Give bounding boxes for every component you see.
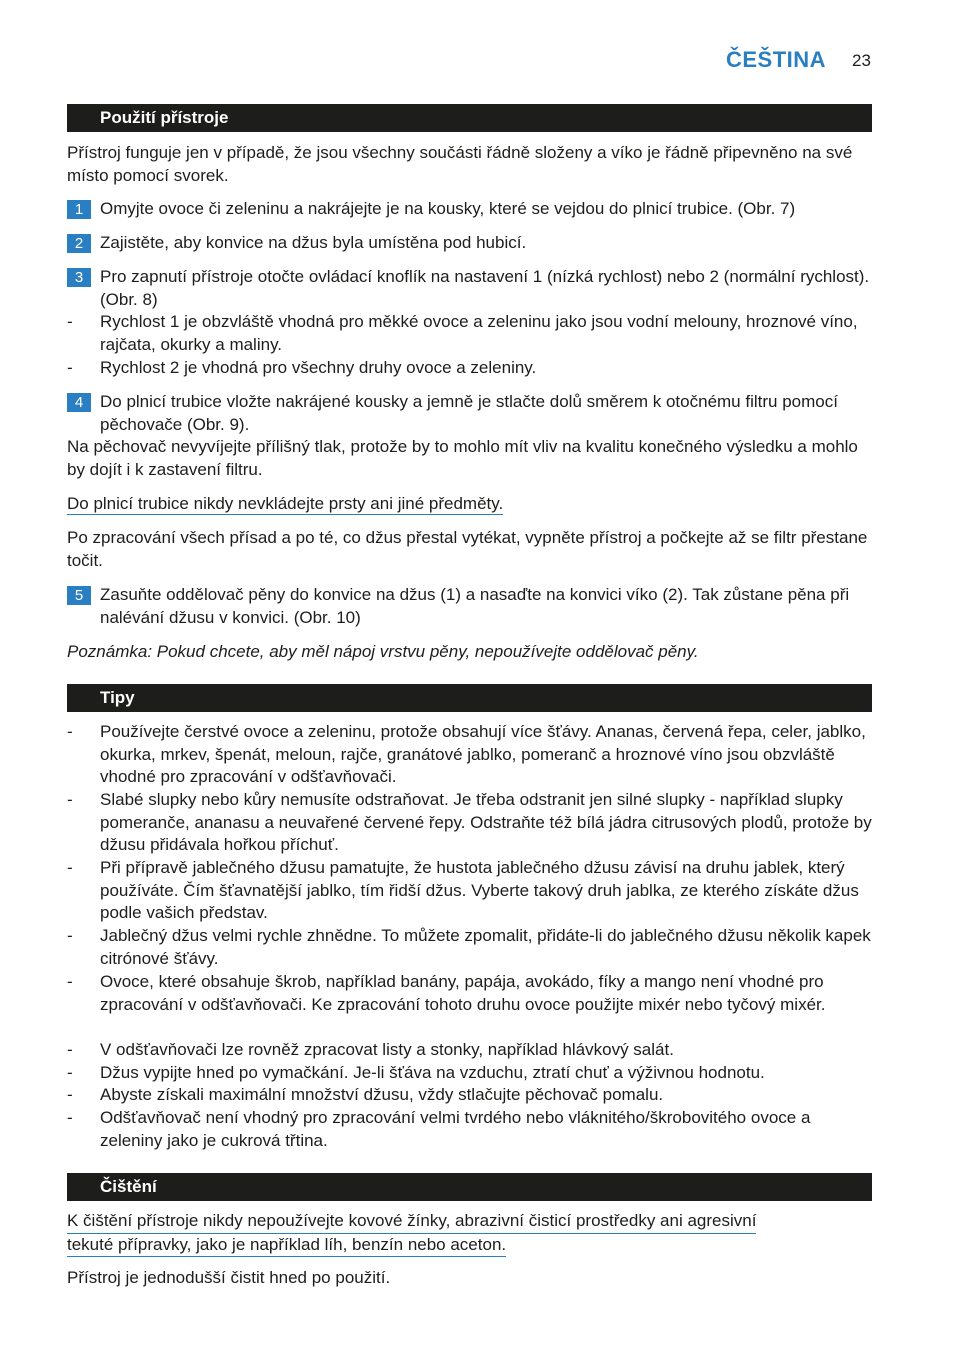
list-item — [67, 1107, 872, 1152]
list-item — [67, 925, 872, 970]
step-2 — [67, 232, 872, 255]
step-text: Zasuňte oddělovač pěny do konvice na džus (1) a nasaďte na konvici víko (2). Tak zůstane pěna při nalévání džusu v konvici. (Obr. 10) — [100, 585, 850, 627]
section-heading-use: Použití přístroje — [67, 104, 872, 132]
warning-line: tekuté přípravky, jako je například líh, benzín nebo aceton. — [67, 1234, 506, 1258]
page-number: 23 — [852, 51, 871, 70]
step-5 — [67, 584, 872, 629]
list-item — [67, 971, 872, 1016]
list-item-text: Abyste získali maximální množství džusu, vždy stlačujte pěchovač pomalu. — [100, 1085, 664, 1104]
step-number-badge: 5 — [67, 586, 91, 605]
bullet-dash: - — [67, 1108, 73, 1127]
list-item — [67, 311, 872, 356]
step-number-badge: 1 — [67, 200, 91, 219]
step-text: Do plnicí trubice vložte nakrájené kousky a jemně je stlačte dolů směrem k otočnému filtru pomocí pěchovače (Obr. 9). — [100, 392, 838, 434]
list-item-text: Používejte čerstvé ovoce a zeleninu, protože obsahují více šťávy. Ananas, červená řepa, celer, jablko, okurka, mrkev, špenát, meloun, rajče, granátové jablko, pomeranč a hroznové víno jsou obzvláště vhodné pro zpracování v odšťavňovači. — [100, 722, 866, 786]
list-item — [67, 721, 872, 789]
list-item-text: Ovoce, které obsahuje škrob, například banány, papája, avokádo, fíky a mango není vhodné pro zpracování v odšťavňovači. Ke zpracování tohoto druhu ovoce použijte mixér nebo tyčový mixér. — [100, 972, 826, 1014]
note-text: Poznámka: Pokud chcete, aby měl nápoj vrstvu pěny, nepoužívejte oddělovač pěny. — [67, 642, 699, 661]
use-intro: Přístroj funguje jen v případě, že jsou všechny součásti řádně složeny a víko je řádně připevněno na své místo pomocí svorek. — [67, 143, 853, 185]
language-heading: ČEŠTINA — [726, 47, 827, 72]
list-item — [67, 357, 872, 380]
bullet-dash: - — [67, 926, 73, 945]
section-heading-tips: Tipy — [67, 684, 872, 712]
bullet-dash: - — [67, 1085, 73, 1104]
section-heading-cleaning: Čištění — [67, 1173, 872, 1201]
pressure-caution: Na pěchovač nevyvíjejte přílišný tlak, protože by to mohlo mít vliv na kvalitu konečného výsledku a mohlo by dojít i k zastavení filtru. — [67, 437, 858, 479]
bullet-dash: - — [67, 1063, 73, 1082]
list-item — [67, 789, 872, 857]
step-number-badge: 3 — [67, 268, 91, 287]
bullet-dash: - — [67, 312, 73, 331]
step-text: Pro zapnutí přístroje otočte ovládací knoflík na nastavení 1 (nízká rychlost) nebo 2 (normální rychlost). (Obr. 8) — [100, 267, 870, 309]
bullet-dash: - — [67, 790, 73, 809]
list-item-text: Jablečný džus velmi rychle zhnědne. To můžete zpomalit, přidáte-li do jablečného džusu několik kapek citrónové šťávy. — [100, 926, 871, 968]
list-item-text: Rychlost 2 je vhodná pro všechny druhy ovoce a zeleniny. — [100, 358, 537, 377]
warning-text: Do plnicí trubice nikdy nevkládejte prsty ani jiné předměty. — [67, 494, 504, 513]
list-item-text: Džus vypijte hned po vymačkání. Je-li šťáva na vzduchu, ztratí chuť a výživnou hodnotu. — [100, 1063, 765, 1082]
list-item — [67, 1039, 872, 1062]
step-text: Omyjte ovoce či zeleninu a nakrájejte je na kousky, které se vejdou do plnicí trubice. (Obr. 7) — [100, 199, 796, 218]
cleaning-text: Přístroj je jednodušší čistit hned po použití. — [67, 1268, 391, 1287]
step-number-badge: 2 — [67, 234, 91, 253]
bullet-dash: - — [67, 1040, 73, 1059]
step-text: Zajistěte, aby konvice na džus byla umístěna pod hubicí. — [100, 233, 527, 252]
step-3 — [67, 266, 872, 311]
bullet-dash: - — [67, 358, 73, 377]
bullet-dash: - — [67, 722, 73, 741]
cleaning-warning — [67, 1210, 872, 1257]
list-item — [67, 857, 872, 925]
list-item-text: Rychlost 1 je obzvláště vhodná pro měkké ovoce a zeleninu jako jsou vodní melouny, hroznové víno, rajčata, okurky a maliny. — [100, 312, 858, 354]
list-item — [67, 1084, 872, 1107]
bullet-dash: - — [67, 972, 73, 991]
bullet-dash: - — [67, 858, 73, 877]
warning-fingers — [67, 493, 872, 516]
after-use-text: Po zpracování všech přísad a po té, co džus přestal vytékat, vypněte přístroj a počkejte až se filtr přestane točit. — [67, 528, 868, 570]
list-item-text: Odšťavňovač není vhodný pro zpracování velmi tvrdého nebo vláknitého/škrobovitého ovoce a zeleniny jako je cukrová třtina. — [100, 1108, 811, 1150]
step-number-badge: 4 — [67, 393, 91, 412]
list-item-text: Při přípravě jablečného džusu pamatujte, že hustota jablečného džusu závisí na druhu jablek, který používáte. Čím šťavnatější jablko, tím řidší džus. Vyberte takový druh jablka, ze kterého získáte džus podle vašich představ. — [100, 858, 859, 922]
list-item-text: V odšťavňovači lze rovněž zpracovat listy a stonky, například hlávkový salát. — [100, 1040, 674, 1059]
step-1 — [67, 198, 872, 221]
warning-line: K čištění přístroje nikdy nepoužívejte kovové žínky, abrazivní čisticí prostředky ani agresivní — [67, 1210, 756, 1234]
list-item-text: Slabé slupky nebo kůry nemusíte odstraňovat. Je třeba odstranit jen silné slupky - například slupky pomeranče, ananasu a neuvařené červené řepy. Odstraňte též bílá jádra citrusových plodů, protože by džusu přidávala hořkou příchuť. — [100, 790, 872, 854]
step-4 — [67, 391, 872, 436]
list-item — [67, 1062, 872, 1085]
